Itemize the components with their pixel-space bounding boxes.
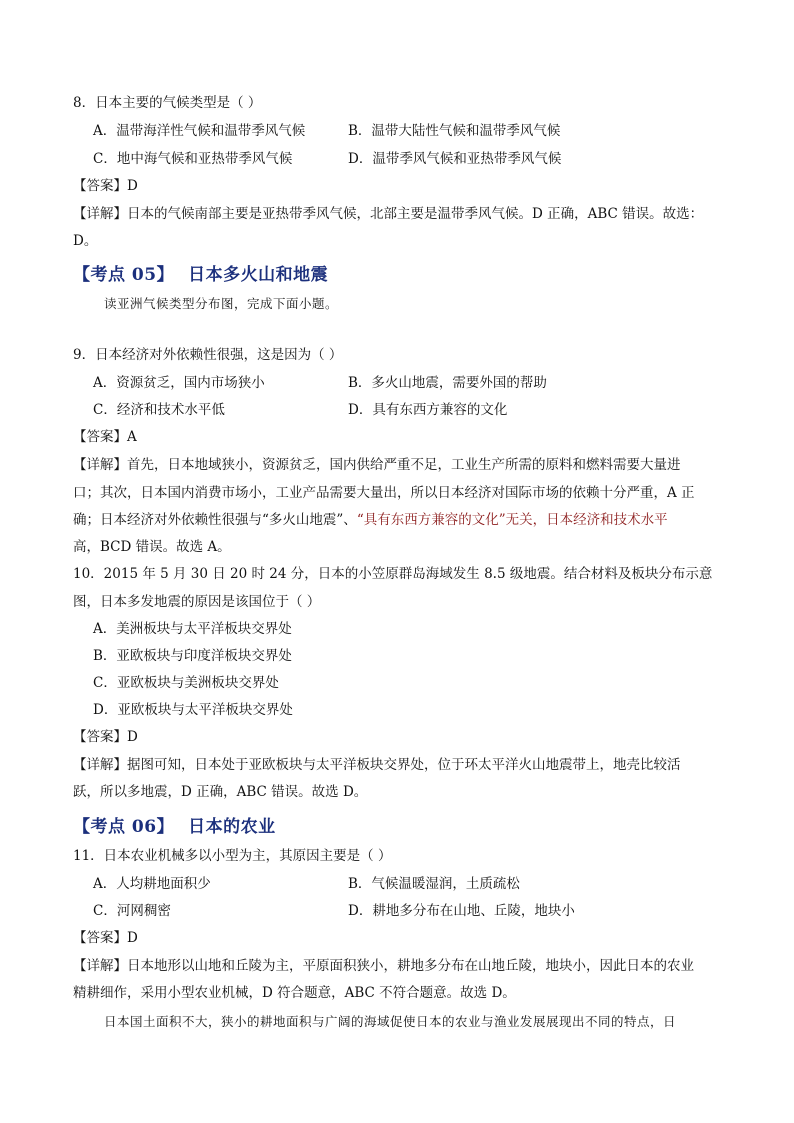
section-05-heading bbox=[73, 260, 328, 285]
q9-option-b: B．多火山地震，需要外国的帮助 bbox=[348, 375, 547, 391]
q9-option-c: C．经济和技术水平低 bbox=[93, 402, 225, 418]
q8-option-c: C．地中海气候和亚热带季风气候 bbox=[93, 151, 293, 167]
q11-option-c: C．河网稠密 bbox=[93, 903, 171, 919]
q9-detail-line-3-start: 确；日本经济对外依赖性很强与“多火山地震”、 bbox=[73, 512, 357, 528]
q10-option-d: D．亚欧板块与太平洋板块交界处 bbox=[93, 702, 293, 718]
q9-detail-line-1: 【详解】首先，日本地域狭小，资源贫乏，国内供给严重不足，工业生产所需的原料和燃料需要大量进 bbox=[73, 457, 681, 473]
q8-stem: 8．日本主要的气候类型是（ ） bbox=[73, 95, 262, 111]
q11-answer: 【答案】D bbox=[73, 930, 138, 946]
q11-option-a: A．人均耕地面积少 bbox=[93, 876, 211, 892]
section-06-title: 日本的农业 bbox=[188, 817, 276, 837]
section-05-number: 【考点 05】 bbox=[73, 265, 175, 285]
section-06-number: 【考点 06】 bbox=[73, 817, 175, 837]
q10-stem-line-2: 图，日本多发地震的原因是该国位于（ ） bbox=[73, 594, 321, 610]
q10-option-b: B．亚欧板块与印度洋板块交界处 bbox=[93, 648, 292, 664]
q9-option-d: D．具有东西方兼容的文化 bbox=[348, 402, 508, 418]
q11-option-b: B．气候温暖湿润，土质疏松 bbox=[348, 876, 520, 892]
section-05-title: 日本多火山和地震 bbox=[188, 265, 329, 285]
q8-detail-line-2: D。 bbox=[73, 233, 98, 249]
q9-detail-line-2: 口；其次，日本国内消费市场小，工业产品需要大量出，所以日本经济对国际市场的依赖十分严重，A 正 bbox=[73, 485, 695, 501]
q8-option-a: A．温带海洋性气候和温带季风气候 bbox=[93, 123, 306, 139]
q9-stem: 9．日本经济对外依赖性很强，这是因为（ ） bbox=[73, 347, 343, 363]
q11-detail-line-2: 精耕细作，采用小型农业机械，D 符合题意，ABC 不符合题意。故选 D。 bbox=[73, 985, 516, 1001]
q11-detail-line-1: 【详解】日本地形以山地和丘陵为主，平原面积狭小，耕地多分布在山地丘陵，地块小，因此日本的农业 bbox=[73, 958, 694, 974]
q9-detail-line-4: 高，BCD 错误。故选 A。 bbox=[73, 539, 231, 555]
q10-stem-line-1: 10．2015 年 5 月 30 日 20 时 24 分，日本的小笠原群岛海域发生 8.5 级地震。结合材料及板块分布示意 bbox=[73, 566, 713, 582]
q8-answer: 【答案】D bbox=[73, 178, 138, 194]
q8-option-d: D．温带季风气候和亚热带季风气候 bbox=[348, 151, 562, 167]
q10-detail-line-2: 跃，所以多地震，D 正确，ABC 错误。故选 D。 bbox=[73, 784, 368, 800]
q10-answer: 【答案】D bbox=[73, 729, 138, 745]
q9-detail-line-3-highlight: “具有东西方兼容的文化”无关，日本经济和技术水平 bbox=[356, 512, 668, 528]
section-06-heading bbox=[73, 812, 276, 837]
q10-option-a: A．美洲板块与太平洋板块交界处 bbox=[93, 621, 292, 637]
next-material-intro: 日本国土面积不大，狭小的耕地面积与广阔的海域促使日本的农业与渔业发展展现出不同的特点，日 bbox=[104, 1014, 677, 1029]
q8-detail-line-1: 【详解】日本的气候南部主要是亚热带季风气候，北部主要是温带季风气候。D 正确，ABC 错误。故选： bbox=[73, 206, 704, 222]
q9-detail-line-3 bbox=[73, 511, 668, 529]
q10-option-c: C．亚欧板块与美洲板块交界处 bbox=[93, 675, 279, 691]
q10-detail-line-1: 【详解】据图可知，日本处于亚欧板块与太平洋板块交界处，位于环太平洋火山地震带上，地壳比较活 bbox=[73, 757, 681, 773]
q11-stem: 11．日本农业机械多以小型为主，其原因主要是（ ） bbox=[73, 848, 392, 864]
q11-option-d: D．耕地多分布在山地、丘陵，地块小 bbox=[348, 903, 575, 919]
section-05-intro: 读亚洲气候类型分布图，完成下面小题。 bbox=[104, 296, 339, 311]
q9-option-a: A．资源贫乏，国内市场狭小 bbox=[93, 375, 265, 391]
q8-option-b: B．温带大陆性气候和温带季风气候 bbox=[348, 123, 561, 139]
q9-answer: 【答案】A bbox=[73, 429, 137, 445]
